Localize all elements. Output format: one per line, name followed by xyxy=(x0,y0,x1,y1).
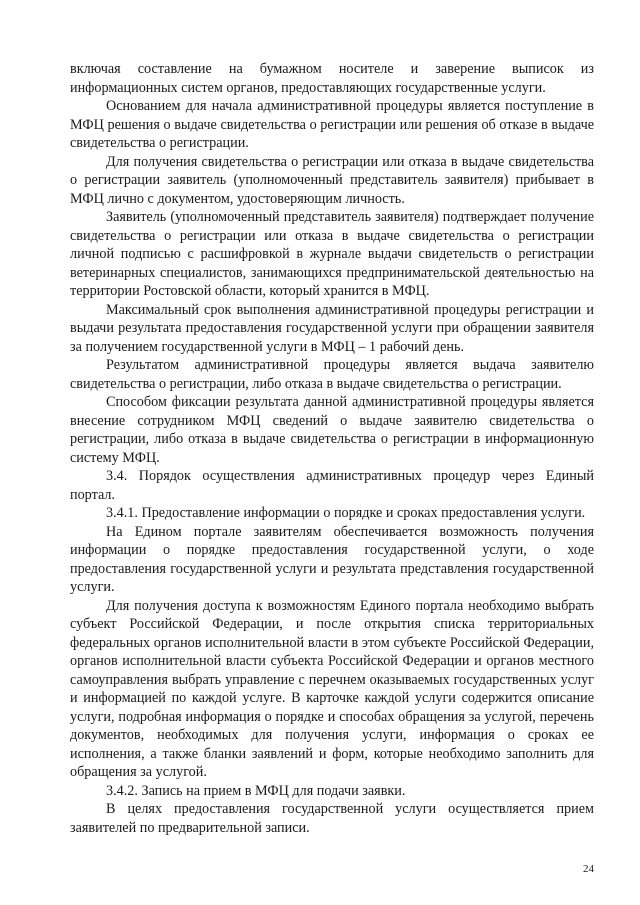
paragraph-10: На Едином портале заявителям обеспечивается возможность получения информации о порядке предоставления государственной услуги, о ходе предоставления государственной услуги и результата представления государственной услуги. xyxy=(70,523,594,595)
body-text xyxy=(70,60,594,837)
paragraph-11: Для получения доступа к возможностям Единого портала необходимо выбрать субъект Российской Федерации, и после открытия списка территориальных федеральных органов исполнительной власти в этом субъекте Российской Федерации, органов исполнительной власти субъекта Российской Федерации и органов местного самоуправления выбрать управление с перечнем оказываемых государственных услуг и информацией по каждой услуге. В карточке каждой услуги содержится описание услуги, подробная информация о порядке и способах обращения за услугой, перечень документов, необходимых для получения услуги, информация о сроках ее исполнения, а также бланки заявлений и форм, которые необходимо заполнить для обращения за услугой. xyxy=(70,597,594,780)
page-number: 24 xyxy=(583,863,594,875)
section-heading-3-4-2: 3.4.2. Запись на прием в МФЦ для подачи заявки. xyxy=(106,782,406,799)
section-heading-3-4-1: 3.4.1. Предоставление информации о порядке и сроках предоставления услуги. xyxy=(106,505,586,521)
paragraph-1: включая составление на бумажном носителе и заверение выписок из информационных систем органов, предоставляющих государственные услуги. xyxy=(70,61,594,96)
paragraph-13: В целях предоставления государственной услуги осуществляется прием заявителей по предварительной записи. xyxy=(70,801,594,836)
paragraph-2: Основанием для начала административной процедуры является поступление в МФЦ решения о выдаче свидетельства о регистрации или решения об отказе в выдаче свидетельства о регистрации. xyxy=(70,98,594,151)
paragraph-6: Результатом административной процедуры является выдача заявителю свидетельства о регистрации, либо отказа в выдаче свидетельства о регистрации. xyxy=(70,357,594,392)
paragraph-5: Максимальный срок выполнения административной процедуры регистрации и выдачи результата предоставления государственной услуги при обращении заявителя за получением государственной услуги в МФЦ – 1 рабочий день. xyxy=(70,301,594,355)
paragraph-3: Для получения свидетельства о регистрации или отказа в выдаче свидетельства о регистрации заявитель (уполномоченный представитель заявителя) прибывает в МФЦ лично с документом, удостоверяющим личность. xyxy=(70,153,594,207)
section-heading-3-4: 3.4. Порядок осуществления административных процедур через Единый портал. xyxy=(70,468,594,503)
paragraph-7: Способом фиксации результата данной административной процедуры является внесение сотрудником МФЦ сведений о выдаче заявителю свидетельства о регистрации, либо отказа в выдаче свидетельства о регистрации в информационную систему МФЦ. xyxy=(70,394,594,466)
paragraph-4: Заявитель (уполномоченный представитель заявителя) подтверждает получение свидетельства о регистрации или отказа в выдаче свидетельства о регистрации личной подписью с расшифровкой в журнале выдачи свидетельств о регистрации ветеринарных специалистов, занимающихся предпринимательской деятельностью на территории Ростовской области, который хранится в МФЦ. xyxy=(70,209,594,299)
